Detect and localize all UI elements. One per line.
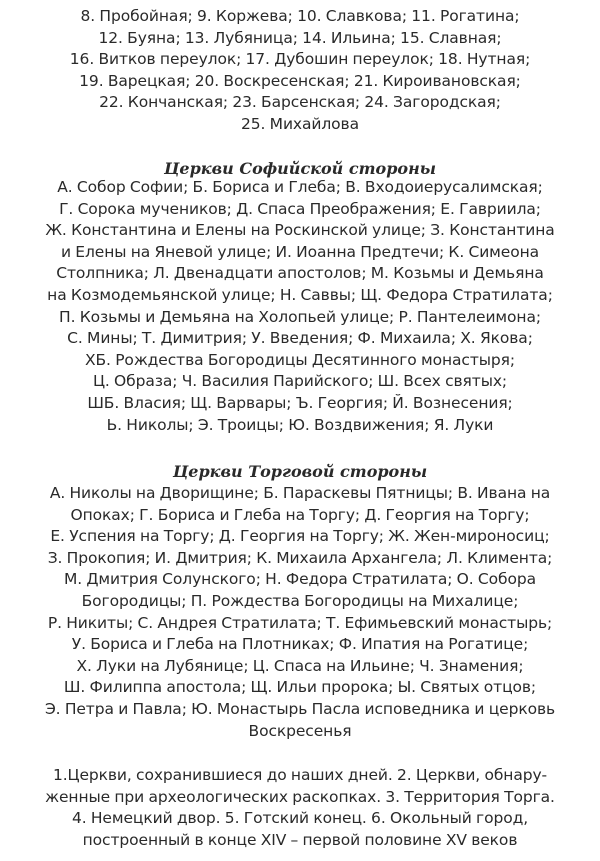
church-line: Х. Луки на Лубянице; Ц. Спаса на Ильине; Ч. Знамения; (76, 656, 524, 675)
torg-side-church-list (8, 483, 592, 742)
street-line: 16. Витков переулок; 17. Дубошин переулок; 18. Нутная; (69, 50, 531, 69)
church-line: М. Дмитрия Солунского; Н. Федора Стратилата; О. Собора (63, 570, 537, 589)
legend-line: построенный в конце XIV – первой половине XV веков (82, 830, 518, 849)
church-line: Г. Сорока мучеников; Д. Спаса Преображения; Е. Гавриила; (59, 199, 541, 218)
street-line: 25. Михайлова (241, 114, 359, 133)
church-line: Опоках; Г. Бориса и Глеба на Торгу; Д. Георгия на Торгу; (70, 505, 530, 524)
church-line: Р. Никиты; С. Андрея Стратилата; Т. Ефимьевский монастырь; (47, 613, 553, 632)
church-line: Столпника; Л. Двенадцати апостолов; М. Козьмы и Демьяна (56, 264, 544, 283)
street-line: 19. Варецкая; 20. Воскресенская; 21. Кироивановская; (79, 71, 521, 90)
church-line: ШБ. Власия; Щ. Варвары; Ъ. Георгия; Й. Вознесения; (87, 393, 513, 412)
sofia-side-church-list (8, 177, 592, 436)
church-line: Богородицы; П. Рождества Богородицы на Михалице; (81, 591, 519, 610)
legend-line: 1.Церкви, сохранившиеся до наших дней. 2. Церкви, обнару- (52, 766, 548, 784)
church-line: Ж. Константина и Елены на Роскинской улице; З. Константина (45, 221, 555, 240)
legend-line: 4. Немецкий двор. 5. Готский конец. 6. Окольный город, (71, 809, 529, 828)
church-line: З. Прокопия; И. Дмитрия; К. Михаила Архангела; Л. Климента; (47, 548, 553, 567)
church-line: Ц. Образа; Ч. Василия Парийского; Ш. Всех святых; (92, 372, 508, 391)
church-line: и Елены на Яневой улице; И. Иоанна Предтечи; К. Симеона (60, 242, 540, 261)
church-line: А. Собор Софии; Б. Бориса и Глеба; В. Входоиерусалимская; (57, 178, 543, 196)
street-line: 8. Пробойная; 9. Коржева; 10. Славкова; 11. Рогатина; (80, 7, 520, 25)
map-legend-notes (8, 765, 592, 851)
sofia-side-heading: Церкви Софийской стороны (163, 159, 437, 178)
street-list (8, 6, 592, 136)
street-line: 22. Кончанская; 23. Барсенская; 24. Загородская; (99, 93, 501, 112)
church-line: Воскресенья (248, 721, 352, 740)
church-line: Е. Успения на Торгу; Д. Георгия на Торгу; Ж. Жен-мироносиц; (50, 527, 550, 546)
church-line: А. Николы на Дворищине; Б. Параскевы Пятницы; В. Ивана на (49, 484, 551, 502)
torg-side-heading: Церкви Торговой стороны (172, 462, 428, 481)
church-line: ХБ. Рождества Богородицы Десятинного монастыря; (84, 350, 516, 369)
legend-line: женные при археологических раскопках. 3. Территория Торга. (45, 787, 555, 806)
church-line: П. Козьмы и Демьяна на Холопьей улице; Р. Пантелеимона; (59, 307, 541, 326)
church-line: на Козмодемьянской улице; Н. Саввы; Щ. Федора Стратилата; (47, 285, 553, 304)
church-line: С. Мины; Т. Димитрия; У. Введения; Ф. Михаила; Х. Якова; (67, 329, 533, 348)
church-line: Ь. Николы; Э. Троицы; Ю. Воздвижения; Я. Луки (106, 415, 494, 434)
church-line: Ш. Филиппа апостола; Щ. Ильи пророка; Ы. Святых отцов; (63, 678, 537, 697)
church-line: У. Бориса и Глеба на Плотниках; Ф. Ипатия на Рогатице; (71, 635, 529, 654)
church-line: Э. Петра и Павла; Ю. Монастырь Пасла исповедника и церковь (44, 699, 556, 718)
street-line: 12. Буяна; 13. Лубяница; 14. Ильина; 15. Славная; (98, 28, 502, 47)
